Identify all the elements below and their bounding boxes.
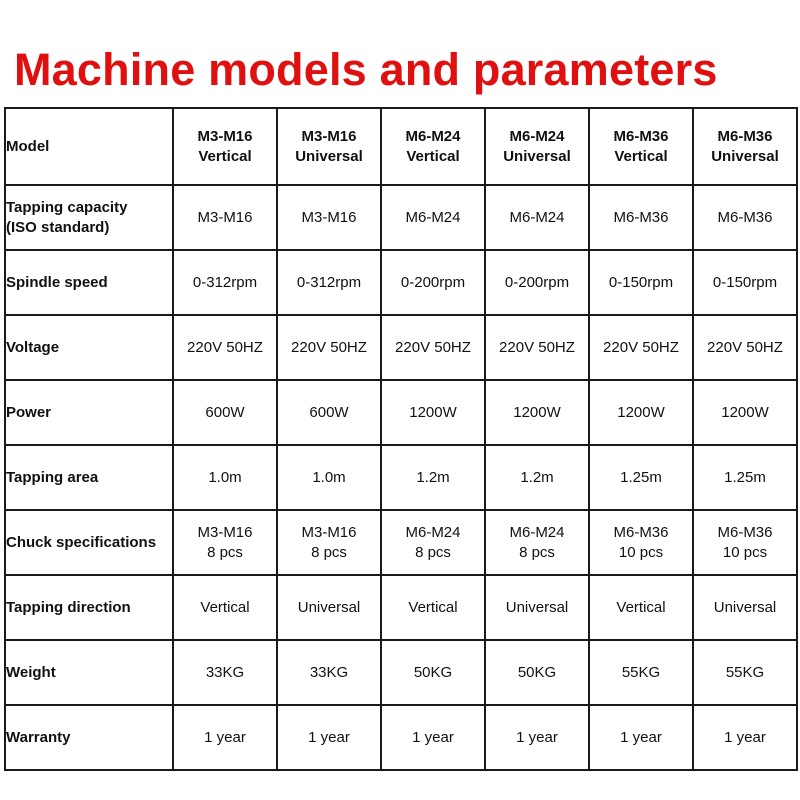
model-header xyxy=(173,108,277,185)
model-header xyxy=(485,108,589,185)
cell-line1: M6-M36 xyxy=(717,523,773,541)
table-cell: Vertical xyxy=(381,575,485,640)
row-label: Voltage xyxy=(5,315,173,380)
table-cell: Vertical xyxy=(589,575,693,640)
table-cell: 1 year xyxy=(693,705,797,770)
table-cell: 1 year xyxy=(589,705,693,770)
row-label: Tapping direction xyxy=(5,575,173,640)
model-name: M6-M36 xyxy=(717,127,773,145)
table-cell: 1200W xyxy=(693,380,797,445)
cell-line2: 8 pcs xyxy=(207,543,243,561)
row-label: Power xyxy=(5,380,173,445)
row-tapping-area xyxy=(5,445,797,510)
row-tapping-capacity xyxy=(5,185,797,250)
row-label: Warranty xyxy=(5,705,173,770)
cell-line2: 10 pcs xyxy=(722,543,768,561)
table-cell: 1 year xyxy=(485,705,589,770)
model-header xyxy=(589,108,693,185)
model-name: M3-M16 xyxy=(301,127,357,145)
model-type: Vertical xyxy=(614,147,668,165)
model-type: Universal xyxy=(711,147,779,165)
table-cell: 1200W xyxy=(485,380,589,445)
table-cell: 1.0m xyxy=(277,445,381,510)
model-name: M6-M36 xyxy=(613,127,669,145)
table-cell: 33KG xyxy=(173,640,277,705)
model-name: M3-M16 xyxy=(197,127,253,145)
table-cell: 50KG xyxy=(381,640,485,705)
table-cell: 220V 50HZ xyxy=(381,315,485,380)
spec-table xyxy=(4,107,798,771)
table-cell xyxy=(381,510,485,575)
model-type: Vertical xyxy=(406,147,460,165)
table-cell: 1.0m xyxy=(173,445,277,510)
row-label: Chuck specifications xyxy=(5,510,173,575)
page-title: Machine models and parameters xyxy=(14,44,718,95)
cell-line1: M3-M16 xyxy=(301,523,357,541)
row-label xyxy=(5,185,173,250)
table-cell: 0-312rpm xyxy=(173,250,277,315)
table-cell: 0-150rpm xyxy=(589,250,693,315)
row-label: Weight xyxy=(5,640,173,705)
table-cell xyxy=(277,510,381,575)
table-cell: 600W xyxy=(277,380,381,445)
cell-line1: M6-M36 xyxy=(613,523,669,541)
model-type: Vertical xyxy=(198,147,252,165)
table-cell: 1200W xyxy=(381,380,485,445)
table-cell: Universal xyxy=(277,575,381,640)
row-weight xyxy=(5,640,797,705)
table-cell: 220V 50HZ xyxy=(173,315,277,380)
row-label-line2: (ISO standard) xyxy=(6,218,110,236)
table-cell: M3-M16 xyxy=(173,185,277,250)
table-cell xyxy=(485,510,589,575)
model-type: Universal xyxy=(295,147,363,165)
row-power xyxy=(5,380,797,445)
header-row xyxy=(5,108,797,185)
table-cell: 1 year xyxy=(277,705,381,770)
table-cell xyxy=(173,510,277,575)
table-cell: 33KG xyxy=(277,640,381,705)
header-label: Model xyxy=(5,108,173,185)
row-voltage xyxy=(5,315,797,380)
row-tapping-direction xyxy=(5,575,797,640)
cell-line1: M3-M16 xyxy=(197,523,253,541)
row-label: Spindle speed xyxy=(5,250,173,315)
table-cell: 0-312rpm xyxy=(277,250,381,315)
cell-line2: 8 pcs xyxy=(415,543,451,561)
cell-line1: M6-M24 xyxy=(405,523,461,541)
table-cell: Vertical xyxy=(173,575,277,640)
cell-line2: 8 pcs xyxy=(311,543,347,561)
table-cell: 1.2m xyxy=(485,445,589,510)
cell-line2: 10 pcs xyxy=(618,543,664,561)
table-cell: M3-M16 xyxy=(277,185,381,250)
table-cell: 1 year xyxy=(173,705,277,770)
table-cell: 0-200rpm xyxy=(381,250,485,315)
model-header xyxy=(381,108,485,185)
row-label: Tapping area xyxy=(5,445,173,510)
table-cell: 1200W xyxy=(589,380,693,445)
table-cell: 220V 50HZ xyxy=(693,315,797,380)
cell-line2: 8 pcs xyxy=(519,543,555,561)
table-cell: Universal xyxy=(485,575,589,640)
table-cell: 220V 50HZ xyxy=(277,315,381,380)
row-chuck-specifications xyxy=(5,510,797,575)
table-cell: 600W xyxy=(173,380,277,445)
table-cell xyxy=(693,510,797,575)
model-type: Universal xyxy=(503,147,571,165)
table-cell: 1 year xyxy=(381,705,485,770)
table-cell: 220V 50HZ xyxy=(589,315,693,380)
table-cell: M6-M36 xyxy=(693,185,797,250)
table-cell: 0-150rpm xyxy=(693,250,797,315)
row-label-line1: Tapping capacity xyxy=(6,198,128,216)
model-header xyxy=(693,108,797,185)
table-cell: 1.25m xyxy=(589,445,693,510)
table-cell: M6-M24 xyxy=(485,185,589,250)
table-cell: M6-M36 xyxy=(589,185,693,250)
table-cell: 55KG xyxy=(693,640,797,705)
model-name: M6-M24 xyxy=(509,127,565,145)
table-cell: 1.2m xyxy=(381,445,485,510)
model-header xyxy=(277,108,381,185)
row-warranty xyxy=(5,705,797,770)
table-cell: 50KG xyxy=(485,640,589,705)
row-spindle-speed xyxy=(5,250,797,315)
table-cell: 55KG xyxy=(589,640,693,705)
cell-line1: M6-M24 xyxy=(509,523,565,541)
table-cell: M6-M24 xyxy=(381,185,485,250)
table-cell: 1.25m xyxy=(693,445,797,510)
table-cell: 0-200rpm xyxy=(485,250,589,315)
table-cell xyxy=(589,510,693,575)
table-cell: Universal xyxy=(693,575,797,640)
model-name: M6-M24 xyxy=(405,127,461,145)
table-cell: 220V 50HZ xyxy=(485,315,589,380)
